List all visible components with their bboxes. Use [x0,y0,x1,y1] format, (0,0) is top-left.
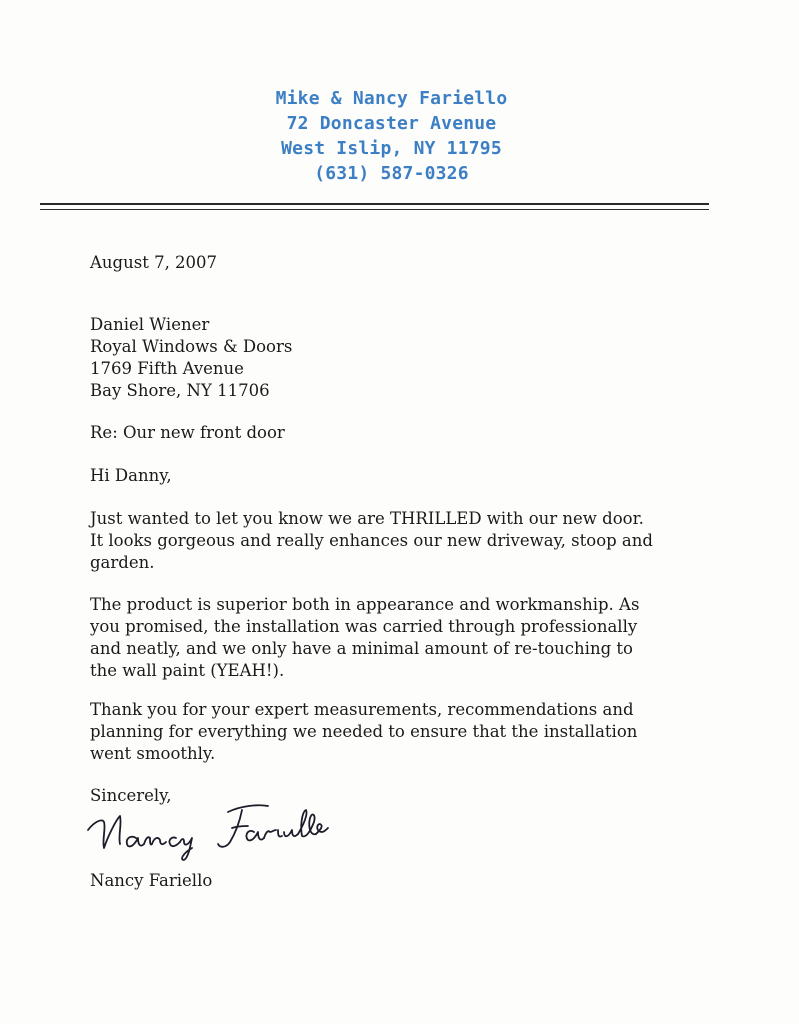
letterhead-names: Mike & Nancy Fariello [275,88,508,109]
paragraph-line: garden. [90,553,155,572]
closing: Sincerely, [90,786,172,805]
recipient-address [90,314,292,402]
paragraph-line: the wall paint (YEAH!). [90,661,285,680]
subject-line: Re: Our new front door [90,423,285,442]
paragraph-line: Thank you for your expert measurements, recommendations and [90,700,634,719]
greeting: Hi Danny, [90,466,172,485]
letterhead [0,86,783,186]
recipient-street: 1769 Fifth Avenue [90,359,244,378]
recipient-city: Bay Shore, NY 11706 [90,381,270,400]
paragraph-line: It looks gorgeous and really enhances our new driveway, stoop and [90,531,653,550]
paragraph-line: Just wanted to let you know we are THRILLED with our new door. [90,509,644,528]
recipient-name: Daniel Wiener [90,315,210,334]
paragraph-line: went smoothly. [90,744,216,763]
paragraph-line: you promised, the installation was carried through professionally [90,617,638,636]
paragraph-line: and neatly, and we only have a minimal amount of re-touching to [90,639,633,658]
paragraph-3 [90,699,637,765]
letterhead-street: 72 Doncaster Avenue [286,113,497,134]
signer-name: Nancy Fariello [90,871,213,890]
paragraph-2 [90,594,639,682]
paragraph-line: planning for everything we needed to ensure that the installation [90,722,638,741]
recipient-company: Royal Windows & Doors [90,337,293,356]
paragraph-line: The product is superior both in appearance and workmanship. As [90,595,640,614]
letterhead-city: West Islip, NY 11795 [281,138,502,159]
letterhead-divider [40,203,709,210]
reverse-side-bleed-through [80,820,640,980]
letterhead-phone: (631) 587-0326 [314,163,469,184]
paragraph-1 [90,508,653,574]
letter-date: August 7, 2007 [90,253,218,272]
